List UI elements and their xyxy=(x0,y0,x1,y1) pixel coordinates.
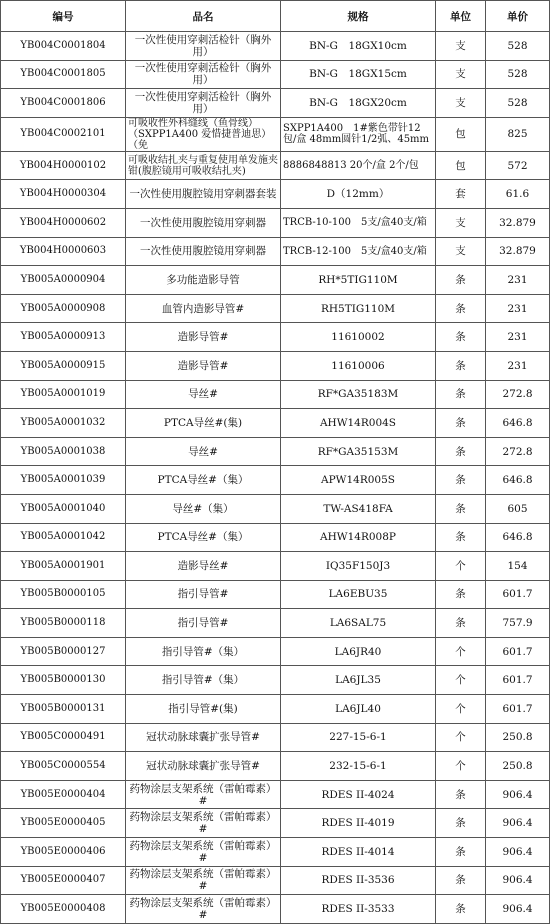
cell-spec: 232-15-6-1 xyxy=(281,752,436,781)
cell-unit: 套 xyxy=(436,180,486,209)
cell-unit: 个 xyxy=(436,666,486,695)
table-row xyxy=(1,866,550,895)
cell-spec: RH*5TIG110M xyxy=(281,266,436,295)
cell-code: YB004C0001804 xyxy=(1,32,126,61)
table-row xyxy=(1,409,550,438)
cell-unit: 条 xyxy=(436,609,486,638)
cell-price: 646.8 xyxy=(486,466,550,495)
cell-price: 528 xyxy=(486,60,550,89)
cell-name: 药物涂层支架系统（雷帕霉素）# xyxy=(126,838,281,867)
cell-code: YB005A0001040 xyxy=(1,494,126,523)
cell-code: YB005A0001019 xyxy=(1,380,126,409)
cell-code: YB005E0000405 xyxy=(1,809,126,838)
cell-price: 250.8 xyxy=(486,752,550,781)
cell-name: 一次性使用穿刺活检针（胸外用） xyxy=(126,89,281,118)
cell-unit: 条 xyxy=(436,294,486,323)
cell-price: 528 xyxy=(486,89,550,118)
cell-price: 601.7 xyxy=(486,580,550,609)
cell-code: YB004H0000603 xyxy=(1,237,126,266)
cell-price: 825 xyxy=(486,117,550,151)
cell-name: 造影导丝# xyxy=(126,552,281,581)
cell-spec: 8886848813 20个/盒 2个/包 xyxy=(281,151,436,180)
cell-unit: 条 xyxy=(436,809,486,838)
cell-unit: 条 xyxy=(436,780,486,809)
cell-code: YB005B0000118 xyxy=(1,609,126,638)
header-price: 单价 xyxy=(486,1,550,32)
cell-name: 血管内造影导管# xyxy=(126,294,281,323)
cell-spec: BN-G 18GX10cm xyxy=(281,32,436,61)
cell-name: 一次性使用穿刺活检针（胸外用） xyxy=(126,60,281,89)
cell-unit: 条 xyxy=(436,266,486,295)
cell-code: YB004C0001805 xyxy=(1,60,126,89)
table-row xyxy=(1,609,550,638)
table-row xyxy=(1,117,550,151)
cell-spec: AHW14R004S xyxy=(281,409,436,438)
cell-price: 250.8 xyxy=(486,723,550,752)
cell-price: 154 xyxy=(486,552,550,581)
cell-unit: 支 xyxy=(436,32,486,61)
cell-spec: TRCB-10-100 5支/盒40支/箱 xyxy=(281,208,436,237)
cell-price: 528 xyxy=(486,32,550,61)
table-row xyxy=(1,351,550,380)
cell-spec: BN-G 18GX20cm xyxy=(281,89,436,118)
table-row xyxy=(1,666,550,695)
cell-price: 272.8 xyxy=(486,380,550,409)
cell-price: 906.4 xyxy=(486,895,550,924)
table-row xyxy=(1,208,550,237)
cell-unit: 条 xyxy=(436,409,486,438)
header-spec: 规格 xyxy=(281,1,436,32)
cell-name: 指引导管# xyxy=(126,580,281,609)
cell-name: 药物涂层支架系统（雷帕霉素）# xyxy=(126,809,281,838)
cell-spec: 11610002 xyxy=(281,323,436,352)
cell-name: 冠状动脉球囊扩张导管# xyxy=(126,723,281,752)
cell-code: YB005A0000915 xyxy=(1,351,126,380)
table-row xyxy=(1,266,550,295)
cell-price: 32.879 xyxy=(486,237,550,266)
cell-code: YB004H0000102 xyxy=(1,151,126,180)
cell-spec: 227-15-6-1 xyxy=(281,723,436,752)
cell-unit: 条 xyxy=(436,437,486,466)
header-name: 品名 xyxy=(126,1,281,32)
cell-price: 32.879 xyxy=(486,208,550,237)
cell-price: 601.7 xyxy=(486,666,550,695)
cell-unit: 条 xyxy=(436,523,486,552)
table-row xyxy=(1,723,550,752)
cell-price: 601.7 xyxy=(486,637,550,666)
cell-spec: SXPP1A400 1#紫色带针12包/盒 48mm圆针1/2弧、45mm xyxy=(281,117,436,151)
table-row xyxy=(1,89,550,118)
cell-code: YB005A0000908 xyxy=(1,294,126,323)
cell-unit: 个 xyxy=(436,695,486,724)
cell-code: YB004C0002101 xyxy=(1,117,126,151)
table-row xyxy=(1,695,550,724)
table-row xyxy=(1,380,550,409)
cell-spec: RDES II-3533 xyxy=(281,895,436,924)
table-row xyxy=(1,637,550,666)
cell-name: 指引导管#（集） xyxy=(126,666,281,695)
cell-name: 导丝#（集） xyxy=(126,494,281,523)
cell-price: 646.8 xyxy=(486,409,550,438)
table-row xyxy=(1,180,550,209)
cell-name: 药物涂层支架系统（雷帕霉素）# xyxy=(126,895,281,924)
cell-spec: IQ35F150J3 xyxy=(281,552,436,581)
cell-price: 572 xyxy=(486,151,550,180)
cell-unit: 条 xyxy=(436,838,486,867)
cell-name: 指引导管#（集） xyxy=(126,637,281,666)
cell-name: PTCA导丝#（集） xyxy=(126,466,281,495)
cell-price: 646.8 xyxy=(486,523,550,552)
cell-code: YB005A0001039 xyxy=(1,466,126,495)
cell-code: YB005E0000408 xyxy=(1,895,126,924)
cell-name: 指引导管#(集) xyxy=(126,695,281,724)
cell-spec: RDES II-4019 xyxy=(281,809,436,838)
cell-price: 601.7 xyxy=(486,695,550,724)
cell-unit: 支 xyxy=(436,237,486,266)
cell-code: YB005E0000404 xyxy=(1,780,126,809)
table-row xyxy=(1,60,550,89)
cell-unit: 包 xyxy=(436,117,486,151)
cell-code: YB005C0000491 xyxy=(1,723,126,752)
cell-spec: LA6JL40 xyxy=(281,695,436,724)
cell-spec: 11610006 xyxy=(281,351,436,380)
table-row xyxy=(1,580,550,609)
table-row xyxy=(1,466,550,495)
cell-spec: LA6SAL75 xyxy=(281,609,436,638)
cell-unit: 条 xyxy=(436,895,486,924)
cell-name: 多功能造影导管 xyxy=(126,266,281,295)
header-unit: 单位 xyxy=(436,1,486,32)
cell-unit: 条 xyxy=(436,466,486,495)
cell-code: YB005E0000406 xyxy=(1,838,126,867)
cell-code: YB005A0001042 xyxy=(1,523,126,552)
cell-unit: 条 xyxy=(436,580,486,609)
cell-spec: TRCB-12-100 5支/盒40支/箱 xyxy=(281,237,436,266)
cell-price: 231 xyxy=(486,351,550,380)
cell-name: 一次性使用腹腔镜用穿刺器 xyxy=(126,208,281,237)
cell-spec: RDES II-4024 xyxy=(281,780,436,809)
cell-price: 61.6 xyxy=(486,180,550,209)
cell-name: 指引导管# xyxy=(126,609,281,638)
cell-code: YB005A0001032 xyxy=(1,409,126,438)
cell-price: 231 xyxy=(486,323,550,352)
table-row xyxy=(1,437,550,466)
table-row xyxy=(1,151,550,180)
table-row xyxy=(1,494,550,523)
cell-price: 231 xyxy=(486,266,550,295)
cell-unit: 条 xyxy=(436,323,486,352)
table-row xyxy=(1,895,550,924)
cell-unit: 条 xyxy=(436,866,486,895)
cell-code: YB004C0001806 xyxy=(1,89,126,118)
cell-unit: 包 xyxy=(436,151,486,180)
cell-name: 冠状动脉球囊扩张导管# xyxy=(126,752,281,781)
cell-spec: RF*GA35153M xyxy=(281,437,436,466)
cell-code: YB005C0000554 xyxy=(1,752,126,781)
cell-code: YB005B0000131 xyxy=(1,695,126,724)
cell-spec: RDES II-3536 xyxy=(281,866,436,895)
cell-price: 906.4 xyxy=(486,866,550,895)
cell-name: 药物涂层支架系统（雷帕霉素）# xyxy=(126,866,281,895)
table-row xyxy=(1,809,550,838)
cell-spec: BN-G 18GX15cm xyxy=(281,60,436,89)
cell-price: 605 xyxy=(486,494,550,523)
cell-unit: 支 xyxy=(436,89,486,118)
cell-code: YB004H0000602 xyxy=(1,208,126,237)
table-header xyxy=(1,1,550,32)
cell-unit: 支 xyxy=(436,60,486,89)
cell-code: YB005A0001038 xyxy=(1,437,126,466)
cell-name: 造影导管# xyxy=(126,323,281,352)
cell-name: 一次性使用穿刺活检针（胸外用） xyxy=(126,32,281,61)
cell-spec: LA6EBU35 xyxy=(281,580,436,609)
cell-price: 906.4 xyxy=(486,809,550,838)
table-row xyxy=(1,752,550,781)
cell-spec: RDES II-4014 xyxy=(281,838,436,867)
header-row xyxy=(1,1,550,32)
cell-unit: 条 xyxy=(436,380,486,409)
cell-code: YB005E0000407 xyxy=(1,866,126,895)
cell-spec: LA6JR40 xyxy=(281,637,436,666)
cell-name: 一次性使用腹腔镜用穿刺器套装 xyxy=(126,180,281,209)
cell-name: PTCA导丝#(集) xyxy=(126,409,281,438)
table-row xyxy=(1,294,550,323)
header-code: 编号 xyxy=(1,1,126,32)
table-row xyxy=(1,323,550,352)
cell-price: 231 xyxy=(486,294,550,323)
cell-name: 可吸收结扎夹与重复使用单发施夹钳(腹腔镜用可吸收结扎夹) xyxy=(126,151,281,180)
cell-price: 906.4 xyxy=(486,838,550,867)
cell-unit: 个 xyxy=(436,637,486,666)
table-row xyxy=(1,523,550,552)
cell-spec: RF*GA35183M xyxy=(281,380,436,409)
cell-price: 272.8 xyxy=(486,437,550,466)
table-row xyxy=(1,838,550,867)
cell-unit: 条 xyxy=(436,494,486,523)
cell-spec: LA6JL35 xyxy=(281,666,436,695)
cell-unit: 个 xyxy=(436,552,486,581)
table-row xyxy=(1,237,550,266)
table-row xyxy=(1,552,550,581)
cell-code: YB005B0000105 xyxy=(1,580,126,609)
cell-unit: 个 xyxy=(436,723,486,752)
cell-spec: TW-AS418FA xyxy=(281,494,436,523)
cell-code: YB005A0001901 xyxy=(1,552,126,581)
cell-price: 906.4 xyxy=(486,780,550,809)
cell-code: YB005B0000127 xyxy=(1,637,126,666)
cell-code: YB005A0000913 xyxy=(1,323,126,352)
cell-price: 757.9 xyxy=(486,609,550,638)
cell-spec: APW14R005S xyxy=(281,466,436,495)
cell-unit: 支 xyxy=(436,208,486,237)
cell-spec: RH5TIG110M xyxy=(281,294,436,323)
cell-name: 一次性使用腹腔镜用穿刺器 xyxy=(126,237,281,266)
cell-code: YB005B0000130 xyxy=(1,666,126,695)
cell-name: 导丝# xyxy=(126,437,281,466)
cell-name: 可吸收性外科缝线（鱼骨线）（SXPP1A400 爱惜捷普迪思）（免 xyxy=(126,117,281,151)
cell-name: 导丝# xyxy=(126,380,281,409)
cell-spec: D（12mm） xyxy=(281,180,436,209)
cell-name: PTCA导丝#（集） xyxy=(126,523,281,552)
cell-name: 药物涂层支架系统（雷帕霉素）# xyxy=(126,780,281,809)
cell-name: 造影导管# xyxy=(126,351,281,380)
cell-spec: AHW14R008P xyxy=(281,523,436,552)
cell-unit: 条 xyxy=(436,351,486,380)
table-body xyxy=(1,32,550,924)
cell-unit: 个 xyxy=(436,752,486,781)
cell-code: YB005A0000904 xyxy=(1,266,126,295)
table-row xyxy=(1,780,550,809)
table-row xyxy=(1,32,550,61)
cell-code: YB004H0000304 xyxy=(1,180,126,209)
